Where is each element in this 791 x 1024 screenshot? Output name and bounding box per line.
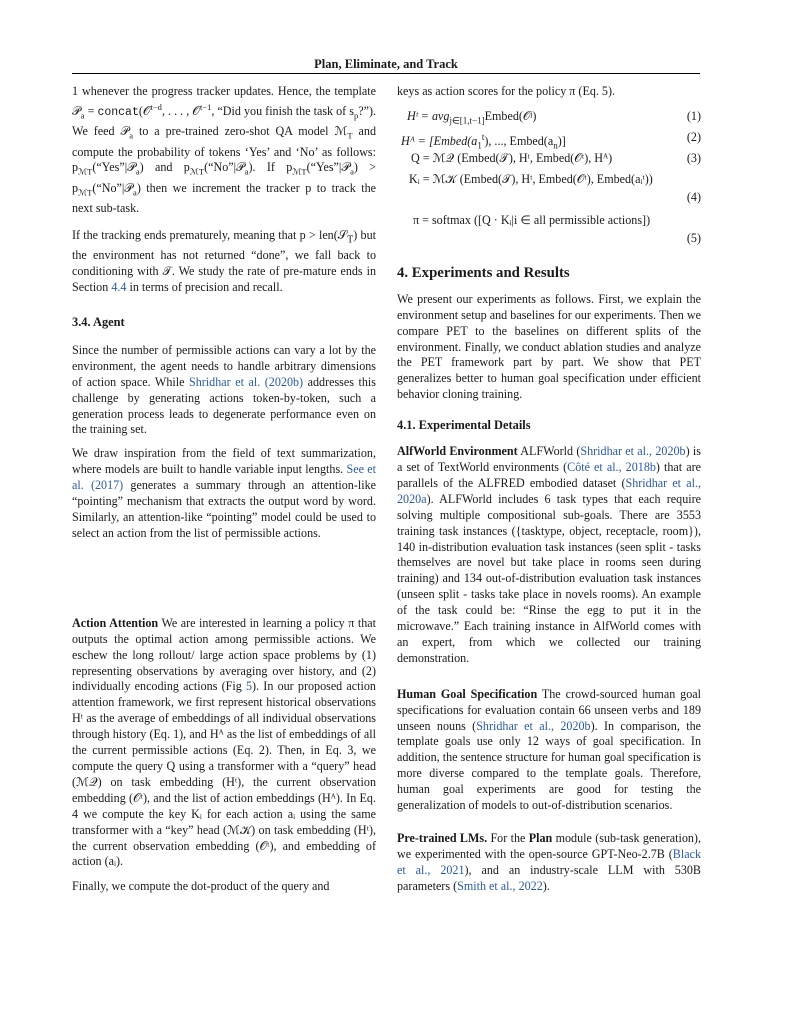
header-rule [72, 73, 700, 74]
text-fragment: ℳT [189, 166, 205, 177]
text-fragment: ℳT [78, 187, 93, 198]
citation-link[interactable]: Shridhar et al., 2020b [580, 444, 686, 459]
text-fragment: T [347, 130, 353, 141]
citation-link[interactable]: Shridhar et al., 2020b [476, 718, 591, 733]
paragraph-pretrained-lms: Pre-trained LMs. For the Plan module (sub-task generation), we experimented with the open-source GPT-Neo-2.7B (Black et al., 2021), and an industry-scale LLM with 530B parameters (Smith et al., 2022). [397, 831, 701, 893]
equation-4: Kᵢ = ℳ𝒦 (Embed(𝒯), Hᵗ, Embed(𝒪ᵗ), Embed(aᵢᵗ)) [409, 171, 653, 186]
text-fragment: a [135, 166, 140, 177]
text-fragment: (“No”|𝒫 [204, 160, 245, 175]
text-fragment: concat [97, 105, 139, 119]
figure-ref-link[interactable]: 5 [246, 679, 253, 694]
paragraph-action-attention: Action Attention We are interested in learning a policy π that outputs the optimal action among permissible actions. We eschew the long rollout/ large action space problems by (1) representing observations by averaging over history, and (2) individually encoding actions (Fig 5). In our proposed action attention framework, we first represent historical observations Hᵗ as the average of embeddings of all individual observations through history (Eq. 1), and Hᴬ as the list of embeddings of all the current permissible actions (Eq. 2). Then, in Eq. 3, we compute the query Q using a transformer with a “query” head (ℳ𝒬) on task embedding (Hᵗ), the current observation embedding (𝒪ᵗ), and the list of action embeddings (Hᴬ). In Eq. 4 we compute the key Kᵢ for each action aᵢ using the same transformer with a “key” head (ℳ𝒦) on task embedding (Hᵗ), the current observation embedding (𝒪ᵗ), and embedding of action (aᵢ). [72, 615, 376, 869]
running-header: Plan, Eliminate, and Track [314, 57, 458, 71]
paragraph-title: Action Attention [72, 615, 159, 630]
text-fragment: p [353, 110, 359, 121]
citation-link[interactable]: Smith et al., 2022 [457, 878, 543, 893]
text-fragment: ℳT [78, 166, 93, 177]
citation-link[interactable]: Côté et al., 2018b [567, 459, 656, 474]
right-column [397, 84, 701, 895]
equation-4-number: (4) [686, 189, 701, 204]
left-column [72, 84, 376, 895]
text-fragment: (𝒪 [138, 103, 151, 118]
text-fragment: t−d [150, 101, 162, 112]
citation-link[interactable]: Shridhar et al. (2020b) [189, 374, 304, 389]
text-fragment: ). If p [248, 160, 293, 175]
citation-link[interactable]: Shridhar et al., 2020a [397, 475, 701, 506]
paragraph-agent-intro: Since the number of permissible actions can vary a lot by the environment, the agent needs to handle arbitrary dimensions of action space. While Shridhar et al. (2020b) addresses this challenge by generating actions token-by-token, such a generation process leads to degenerate performance even on the training set. [72, 342, 376, 437]
paragraph-fallback: If the tracking ends prematurely, meaning that p > len(𝒮$_T$) but the environment has not returned “done”, we fall back to conditioning with 𝒯. We study the rate of pre-mature ends in Section 4.4 in terms of precision and recall. [72, 228, 376, 295]
text-fragment: ℳT [292, 166, 307, 177]
text-fragment: a [129, 130, 134, 141]
paragraph-dot-product: Finally, we compute the dot-product of the query and [72, 879, 330, 894]
text-fragment: ) > p [72, 160, 376, 195]
section-heading-experiments: 4. Experiments and Results [397, 264, 570, 281]
text-fragment: a [244, 166, 249, 177]
text-fragment: , . . . , 𝒪 [161, 103, 200, 118]
paragraph-alfworld: AlfWorld Environment ALFWorld (Shridhar et al., 2020b) is a set of TextWorld environments (Côté et al., 2018b) that are parallels of the ALFRED embodied dataset (Shridhar et al., 2020a). ALFWorld includes 6 task types that each require solving multiple compositional sub-goals. There are 3553 training task instances ({tasktype, object, receptacle, room}), 140 in-distribution evaluation task instances (seen split - tasks themselves are novel but take place in rooms seen during training) and 134 out-of-distribution evaluation task instances (unseen split - tasks take place in novels rooms). An example of the task could be: “Rinse the egg to put it in the microwave.” Each training instance in AlfWorld comes with an expert, from which we collected our training demonstration. [397, 444, 701, 665]
text-fragment: , “Did you finish the task of s [211, 103, 354, 118]
equation-3: Q = ℳ𝒬 (Embed(𝒯), Hᵗ, Embed(𝒪ᵗ), Hᴬ) (3) [411, 150, 701, 165]
text-fragment: a [350, 166, 354, 177]
section-heading-experimental-details: 4.1. Experimental Details [397, 418, 531, 433]
text-fragment: ) then we increment the tracker p to track the next sub-task. [72, 180, 376, 216]
paragraph-experiments-intro: We present our experiments as follows. First, we explain the environment setup and baselines for our experiments. Then we compare PET to the baselines on different splits of the environment. Finally, we conduct ablation studies and analyze the PET framework part by part. We show that PET generalizes better to human goal specification under efficient behavior cloning training. [397, 291, 701, 402]
text-fragment: to a pre-trained zero-shot QA model ℳ [133, 124, 348, 139]
text-fragment: ?”). We feed 𝒫 [72, 103, 377, 139]
equation-1: Hᵗ = avg$_{j\in[1,t-1]}$Embed(𝒪ʲ) (1) [407, 108, 701, 126]
text-fragment: (“No”|𝒫 [92, 180, 134, 195]
text-fragment: a [133, 187, 137, 198]
equation-5-number: (5) [686, 230, 701, 245]
text-fragment: a [80, 110, 85, 121]
equation-2: Hᴬ = [$Embed(a_1^t)$, ..., $Embed(a_n)$] (2) [401, 129, 701, 151]
citation-link[interactable]: Black et al., 2021 [397, 846, 701, 877]
section-heading-agent: 3.4. Agent [72, 315, 125, 330]
text-fragment: (“Yes”|𝒫 [92, 160, 136, 175]
paragraph-title: Pre-trained LMs. [397, 831, 488, 845]
text-fragment: 1 whenever the progress tracker updates. Hence, the template 𝒫 [72, 84, 376, 118]
equation-block [397, 109, 701, 249]
paragraph-tracker [72, 84, 376, 217]
text-fragment: (“Yes”|𝒫 [306, 160, 351, 175]
text-fragment: t−1 [199, 101, 212, 112]
text-fragment: ) and p [139, 160, 190, 175]
paragraph-keys: keys as action scores for the policy π (Eq. 5). [397, 84, 616, 98]
citation-link[interactable]: See et al. (2017) [72, 462, 376, 493]
paragraph-inspiration: We draw inspiration from the field of text summarization, where models are built to handle variable input lengths. See et al. (2017) generates a summary through an attention-like “pointing” mechanism that extracts the output word by word. Similarly, an attention-like “pointing” model could be used to select an action from the list of permissible actions. [72, 446, 376, 540]
paragraph-title: Human Goal Specification [397, 686, 538, 701]
text-fragment: = [84, 103, 98, 118]
section-ref-link[interactable]: 4.4 [111, 280, 127, 295]
paragraph-human-goal: Human Goal Specification The crowd-sourced human goal specifications for evaluation contain 66 unseen verbs and 189 unseen nouns (Shridhar et al., 2020b). In comparison, the template goals use only 12 ways of goal specification. In addition, the sentence structure for human goal specification is more diverse compared to the template goals. Therefore, human goal experiments are good for testing the generalization of models to out-of-distribution scenarios. [397, 686, 701, 813]
paragraph-title: AlfWorld Environment [397, 444, 518, 459]
text-fragment: and compute the probability of tokens ‘Yes’ and ‘No’ as follows: p [72, 124, 376, 175]
equation-5: π = softmax ([Q · Kᵢ|i ∈ all permissible actions]) [413, 212, 651, 227]
